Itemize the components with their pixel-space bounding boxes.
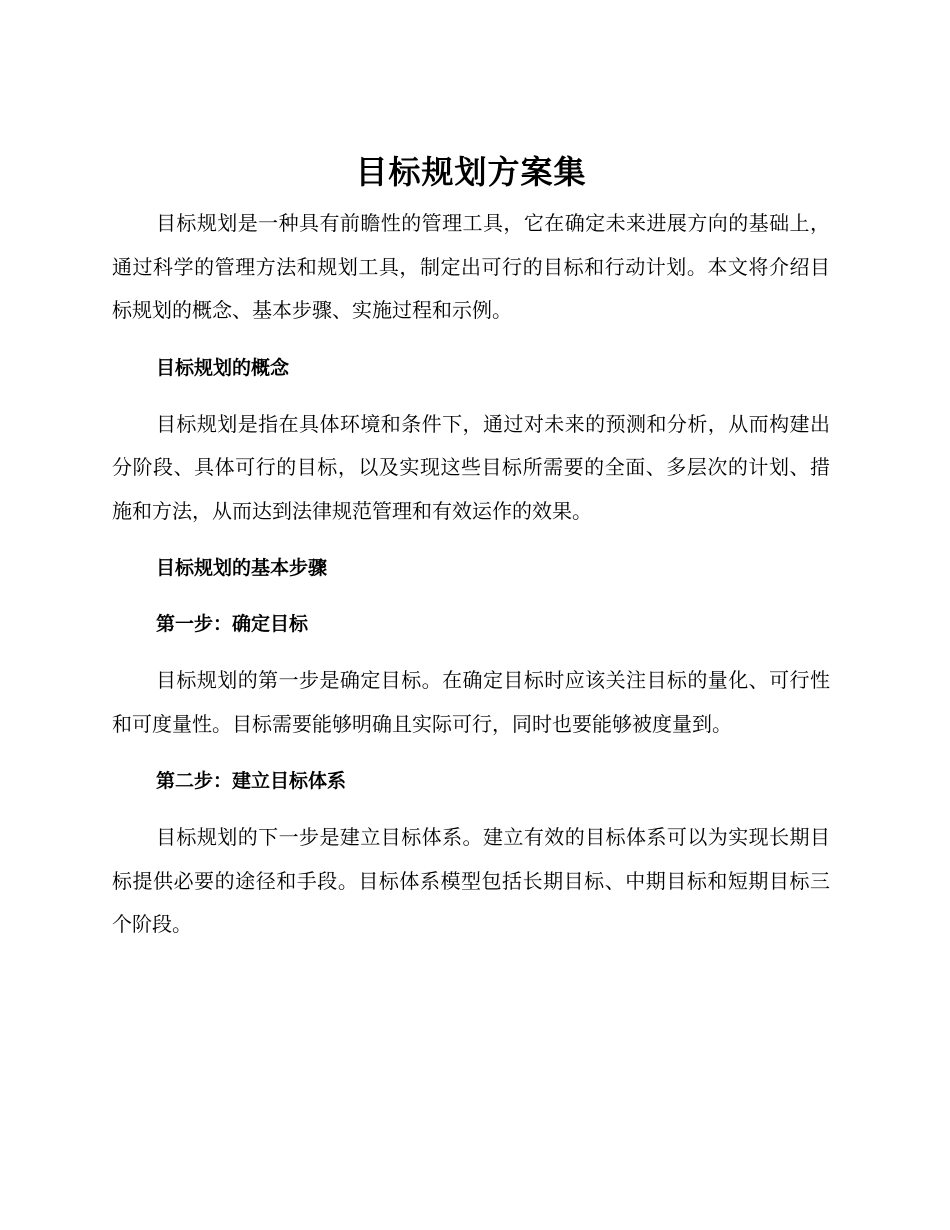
document-title: 目标规划方案集 — [355, 153, 587, 191]
section-heading-step1: 第一步：确定目标 — [156, 613, 309, 635]
intro-paragraph: 目标规划是一种具有前瞻性的管理工具，它在确定未来进展方向的基础上，通过科学的管理方法和规划工具，制定出可行的目标和行动计划。本文将介绍目标规划的概念、基本步骤、实施过程和示例。 — [112, 211, 830, 322]
section-body-concept: 目标规划是指在具体环境和条件下，通过对未来的预测和分析，从而构建出分阶段、具体可行的目标，以及实现这些目标所需要的全面、多层次的计划、措施和方法，从而达到法律规范管理和有效运作的效果。 — [112, 411, 830, 523]
section-body-step1: 目标规划的第一步是确定目标。在确定目标时应该关注目标的量化、可行性和可度量性。目标需要能够明确且实际可行，同时也要能够被度量到。 — [112, 668, 830, 736]
section-heading-step2: 第二步：建立目标体系 — [156, 770, 347, 792]
section-body-step2: 目标规划的下一步是建立目标体系。建立有效的目标体系可以为实现长期目标提供必要的途径和手段。目标体系模型包括长期目标、中期目标和短期目标三个阶段。 — [112, 825, 830, 936]
document-page — [112, 150, 830, 947]
section-heading-concept: 目标规划的概念 — [156, 356, 290, 379]
section-heading-steps: 目标规划的基本步骤 — [156, 557, 328, 579]
